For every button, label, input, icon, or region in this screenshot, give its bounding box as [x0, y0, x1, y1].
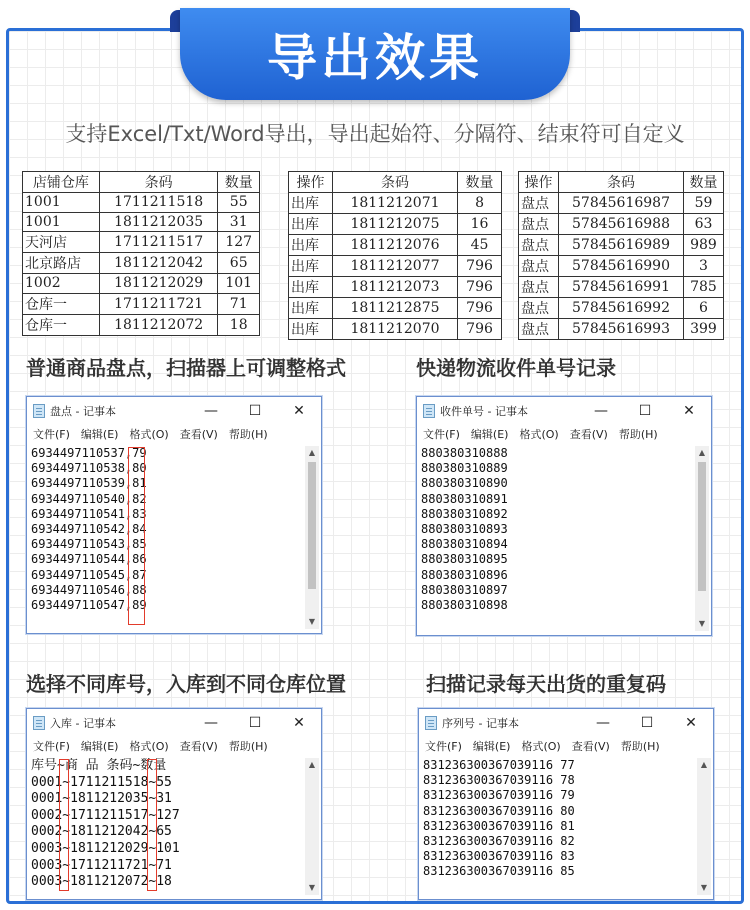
menu-edit[interactable]: 编辑(E) [80, 740, 119, 753]
minimize-button[interactable]: — [204, 402, 218, 419]
table-cell: 796 [458, 277, 502, 298]
close-button[interactable]: ✕ [293, 402, 305, 419]
title-bar[interactable] [417, 397, 711, 424]
table-cell: 1001 [23, 193, 100, 213]
menu-file[interactable]: 文件(F) [423, 428, 460, 441]
column-header: 操作 [519, 172, 559, 193]
maximize-button[interactable]: ☐ [248, 402, 262, 419]
table-cell: 出库 [289, 277, 333, 298]
vertical-scrollbar[interactable] [695, 446, 709, 631]
section-label-warehouse: 选择不同库号，入库到不同仓库位置 [26, 672, 346, 696]
table-cell: 仓库一 [23, 314, 100, 335]
notepad-window-express[interactable] [416, 396, 712, 636]
table-header-row [289, 172, 502, 193]
banner-ribbon [180, 8, 570, 100]
table-cell: 1811212035 [99, 212, 218, 232]
table-cell: 57845616993 [559, 319, 684, 340]
table-cell: 1711211721 [99, 293, 218, 314]
table-row [23, 293, 260, 314]
table-cell: 1711211517 [99, 232, 218, 253]
notepad-window-inventory[interactable] [26, 396, 322, 634]
title-bar[interactable] [27, 709, 321, 736]
table-header-row [519, 172, 724, 193]
delimiter-highlight-2 [147, 759, 157, 891]
table-cell: 57845616988 [559, 214, 684, 235]
window-title: 入库 - 记事本 [50, 716, 116, 730]
text-area[interactable]: 6934497110537,79 6934497110538,80 6934497110539,81 6934497110540,82 6934497110541,83 6934497110542,84 6934497110543,85 6934497110544,86 6934497110545,87 6934497110546,88 6934497110547,89 [30, 446, 304, 629]
vertical-scrollbar[interactable] [305, 758, 319, 895]
menu-bar [417, 424, 711, 444]
menu-view[interactable]: 查看(V) [569, 428, 608, 441]
table-cell: 57845616992 [559, 298, 684, 319]
table-cell: 127 [218, 232, 260, 253]
table-cell: 1001 [23, 212, 100, 232]
menu-view[interactable]: 查看(V) [179, 428, 218, 441]
table-cell: 57845616989 [559, 235, 684, 256]
notepad-icon [423, 404, 435, 418]
table-row [519, 319, 724, 340]
table-cell: 北京路店 [23, 253, 100, 274]
menu-edit[interactable]: 编辑(E) [470, 428, 509, 441]
table-cell: 6 [683, 298, 723, 319]
table-cell: 101 [218, 274, 260, 294]
table-row [519, 235, 724, 256]
table-cell: 1811212072 [99, 314, 218, 335]
table-cell: 盘点 [519, 319, 559, 340]
notepad-icon [425, 716, 437, 730]
delimiter-highlight [128, 447, 145, 625]
column-header: 店铺仓库 [23, 172, 100, 193]
table-cell: 1811212076 [332, 235, 457, 256]
table-row [23, 314, 260, 335]
column-header: 操作 [289, 172, 333, 193]
menu-help[interactable]: 帮助(H) [620, 740, 660, 753]
column-header: 数量 [218, 172, 260, 193]
column-header: 条码 [559, 172, 684, 193]
table-cell: 1811212875 [332, 298, 457, 319]
title-bar[interactable] [419, 709, 713, 736]
scroll-thumb[interactable] [308, 462, 316, 589]
export-table-outbound [288, 171, 502, 340]
table-cell: 仓库一 [23, 293, 100, 314]
table-cell: 出库 [289, 298, 333, 319]
table-cell: 出库 [289, 214, 333, 235]
table-cell: 796 [458, 256, 502, 277]
close-button[interactable]: ✕ [293, 714, 305, 731]
title-bar[interactable] [27, 397, 321, 424]
menu-help[interactable]: 帮助(H) [228, 428, 268, 441]
menu-bar [419, 736, 713, 756]
table-cell: 59 [683, 193, 723, 214]
maximize-button[interactable]: ☐ [248, 714, 262, 731]
scroll-down-icon[interactable]: ▼ [698, 619, 706, 628]
scroll-down-icon[interactable]: ▼ [700, 883, 708, 892]
table-row [23, 212, 260, 232]
table-cell: 1811212077 [332, 256, 457, 277]
table-cell: 31 [218, 212, 260, 232]
scroll-down-icon[interactable]: ▼ [308, 883, 316, 892]
close-button[interactable]: ✕ [683, 402, 695, 419]
table-cell: 天河店 [23, 232, 100, 253]
table-cell: 盘点 [519, 235, 559, 256]
menu-help[interactable]: 帮助(H) [228, 740, 268, 753]
menu-view[interactable]: 查看(V) [179, 740, 218, 753]
menu-format[interactable]: 格式(O) [129, 428, 169, 441]
menu-format[interactable]: 格式(O) [521, 740, 561, 753]
notepad-window-serial[interactable] [418, 708, 714, 900]
scroll-up-icon[interactable]: ▲ [308, 760, 316, 769]
header-banner [170, 8, 580, 102]
menu-bar [27, 424, 321, 444]
window-title: 盘点 - 记事本 [50, 404, 116, 418]
notepad-icon [33, 404, 45, 418]
scroll-up-icon[interactable]: ▲ [700, 760, 708, 769]
table-cell: 盘点 [519, 298, 559, 319]
table-cell: 796 [458, 319, 502, 340]
table-cell: 出库 [289, 193, 333, 214]
table-row [23, 274, 260, 294]
table-row [519, 277, 724, 298]
text-area[interactable]: 库号~商 品 条码~数量 0001~1711211518~55 0001~1811212035~31 0002~1711211517~127 0002~1811212042~65 0003~1811212029~101 0003~1711211721~71 0003~1811212072~18 [30, 758, 304, 895]
table-row [289, 256, 502, 277]
maximize-button[interactable]: ☐ [640, 714, 654, 731]
table-cell: 57845616990 [559, 256, 684, 277]
scroll-thumb[interactable] [698, 462, 706, 591]
table-cell: 盘点 [519, 193, 559, 214]
table-row [519, 256, 724, 277]
table-cell: 65 [218, 253, 260, 274]
table-row [289, 298, 502, 319]
column-header: 条码 [99, 172, 218, 193]
table-cell: 399 [683, 319, 723, 340]
table-cell: 盘点 [519, 256, 559, 277]
table-cell: 出库 [289, 319, 333, 340]
notepad-window-warehouse[interactable] [26, 708, 322, 900]
window-title: 收件单号 - 记事本 [440, 404, 528, 418]
table-cell: 盘点 [519, 214, 559, 235]
delimiter-highlight-1 [59, 759, 69, 891]
minimize-button[interactable]: — [204, 714, 218, 731]
table-cell: 796 [458, 298, 502, 319]
table-cell: 63 [683, 214, 723, 235]
menu-format[interactable]: 格式(O) [129, 740, 169, 753]
menu-edit[interactable]: 编辑(E) [80, 428, 119, 441]
table-cell: 989 [683, 235, 723, 256]
minimize-button[interactable]: — [594, 402, 608, 419]
section-label-serial: 扫描记录每天出货的重复码 [426, 672, 666, 696]
table-cell: 盘点 [519, 277, 559, 298]
table-cell: 45 [458, 235, 502, 256]
vertical-scrollbar[interactable] [697, 758, 711, 895]
table-row [289, 193, 502, 214]
table-row [519, 298, 724, 319]
table-cell: 57845616987 [559, 193, 684, 214]
text-area[interactable]: 880380310888 880380310889 880380310890 880380310891 880380310892 880380310893 880380310894 880380310895 880380310896 880380310897 880380310898 [420, 446, 694, 631]
scroll-up-icon[interactable]: ▲ [308, 448, 316, 457]
table-cell: 55 [218, 193, 260, 213]
vertical-scrollbar[interactable] [305, 446, 319, 629]
column-header: 数量 [458, 172, 502, 193]
menu-bar [27, 736, 321, 756]
table-cell: 1811212071 [332, 193, 457, 214]
table-cell: 8 [458, 193, 502, 214]
maximize-button[interactable]: ☐ [638, 402, 652, 419]
table-cell: 785 [683, 277, 723, 298]
page-title: 导出效果 [267, 29, 483, 87]
notepad-icon [33, 716, 45, 730]
export-table-store [22, 171, 260, 336]
table-cell: 1002 [23, 274, 100, 294]
table-row [289, 214, 502, 235]
table-cell: 1811212070 [332, 319, 457, 340]
close-button[interactable]: ✕ [685, 714, 697, 731]
table-row [23, 193, 260, 213]
menu-file[interactable]: 文件(F) [33, 740, 70, 753]
menu-file[interactable]: 文件(F) [425, 740, 462, 753]
export-table-inventory [518, 171, 724, 340]
table-cell: 1811212029 [99, 274, 218, 294]
table-row [289, 319, 502, 340]
table-cell: 1711211518 [99, 193, 218, 213]
table-row [289, 235, 502, 256]
menu-format[interactable]: 格式(O) [519, 428, 559, 441]
section-label-inventory: 普通商品盘点，扫描器上可调整格式 [26, 356, 346, 380]
window-title: 序列号 - 记事本 [442, 716, 519, 730]
minimize-button[interactable]: — [596, 714, 610, 731]
table-cell: 1811212073 [332, 277, 457, 298]
table-row [519, 214, 724, 235]
menu-help[interactable]: 帮助(H) [618, 428, 658, 441]
table-row [289, 277, 502, 298]
scroll-up-icon[interactable]: ▲ [698, 448, 706, 457]
page-subtitle: 支持Excel/Txt/Word导出，导出起始符、分隔符、结束符可自定义 [65, 122, 685, 146]
table-row [23, 253, 260, 274]
table-cell: 1811212075 [332, 214, 457, 235]
menu-view[interactable]: 查看(V) [571, 740, 610, 753]
table-cell: 3 [683, 256, 723, 277]
table-cell: 71 [218, 293, 260, 314]
menu-edit[interactable]: 编辑(E) [472, 740, 511, 753]
menu-file[interactable]: 文件(F) [33, 428, 70, 441]
table-cell: 18 [218, 314, 260, 335]
table-cell: 1811212042 [99, 253, 218, 274]
table-row [23, 232, 260, 253]
table-row [519, 193, 724, 214]
section-label-express: 快递物流收件单号记录 [416, 356, 616, 380]
text-area[interactable]: 831236300367039116 77 831236300367039116 78 831236300367039116 79 831236300367039116 80 831236300367039116 81 831236300367039116 82 831236300367039116 83 831236300367039116 85 [422, 758, 696, 895]
column-header: 条码 [332, 172, 457, 193]
scroll-down-icon[interactable]: ▼ [308, 617, 316, 626]
table-cell: 16 [458, 214, 502, 235]
table-cell: 出库 [289, 256, 333, 277]
table-header-row [23, 172, 260, 193]
column-header: 数量 [683, 172, 723, 193]
table-cell: 出库 [289, 235, 333, 256]
table-cell: 57845616991 [559, 277, 684, 298]
